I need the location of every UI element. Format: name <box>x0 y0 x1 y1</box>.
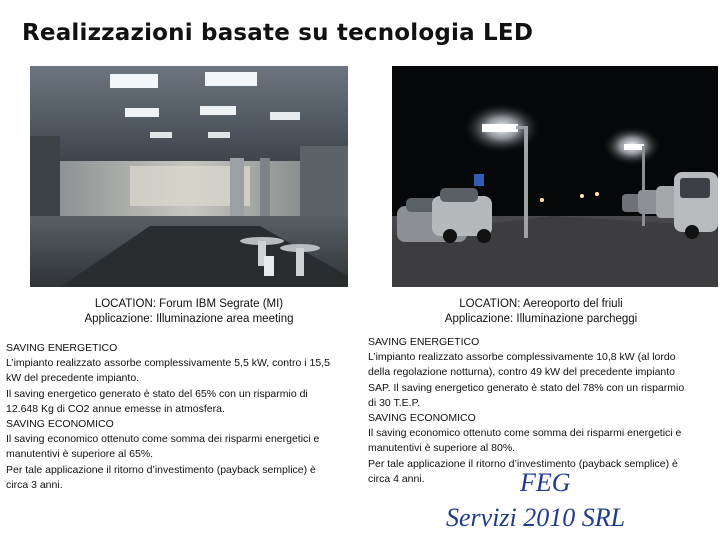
text-line: circa 4 anni. <box>368 472 425 485</box>
slide-title: Realizzazioni basate su tecnologia LED <box>22 20 534 46</box>
left-location-label: LOCATION: Forum IBM Segrate (MI) <box>94 298 284 310</box>
text-line: SAVING ECONOMICO <box>6 418 114 431</box>
text-line: Per tale applicazione il ritorno d’investimento (payback semplice) è <box>6 463 316 476</box>
brand-subtitle: Servizi 2010 SRL <box>446 503 626 532</box>
text-line: di 30 T.E.P. <box>368 396 421 409</box>
text-line: della regolazione notturna), contro 49 kW del precedente impianto <box>368 366 676 379</box>
left-caption <box>30 297 348 327</box>
indoor-meeting-area-photo <box>30 66 348 287</box>
text-line: kW del precedente impianto. <box>6 372 140 385</box>
text-line: Il saving economico ottenuto come somma dei risparmi energetici e <box>6 433 320 446</box>
text-line: Il saving economico ottenuto come somma dei risparmi energetici e <box>368 427 682 440</box>
right-description <box>368 335 716 487</box>
text-line: SAVING ENERGETICO <box>368 336 480 348</box>
airport-parking-night-photo <box>392 66 718 287</box>
left-application-label: Applicazione: Illuminazione area meeting <box>84 313 294 325</box>
text-line: manutentivi è superiore al 80%. <box>368 442 516 455</box>
text-line: Il saving energetico generato è stato del 65% con un risparmio di <box>6 387 308 400</box>
text-line: circa 3 anni. <box>6 478 63 491</box>
text-line: SAVING ECONOMICO <box>368 412 476 425</box>
text-line: SAP. Il saving energetico generato è stato del 78% con un risparmio <box>368 381 685 394</box>
text-line: L’impianto realizzato assorbe complessivamente 5,5 kW, contro i 15,5 <box>6 357 330 370</box>
text-line: Per tale applicazione il ritorno d’investimento (payback semplice) è <box>368 457 678 470</box>
right-application-label: Applicazione: Illuminazione parcheggi <box>444 313 638 325</box>
brand-name: FEG <box>520 468 571 497</box>
text-line: SAVING ENERGETICO <box>6 342 118 354</box>
text-line: manutentivi è superiore al 65%. <box>6 448 154 461</box>
right-location-label: LOCATION: Aereoporto del friuli <box>459 298 623 310</box>
left-description <box>6 341 356 493</box>
right-caption <box>366 297 716 327</box>
text-line: L’impianto realizzato assorbe complessivamente 10,8 kW (al lordo <box>368 351 676 364</box>
text-line: 12.648 Kg di CO2 annue emesse in atmosfera. <box>6 402 225 415</box>
